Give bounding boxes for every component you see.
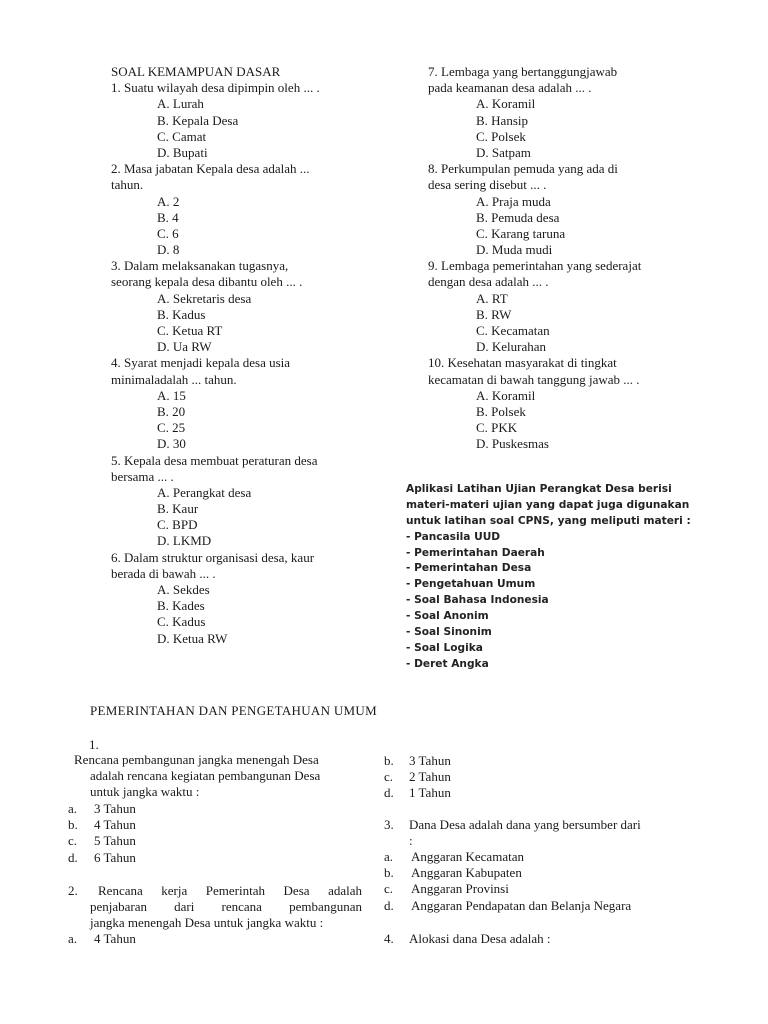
question-text: 2. Masa jabatan Kepala desa adalah ... — [111, 161, 310, 177]
promo-topic: - Soal Anonim — [406, 610, 489, 623]
option-letter: d. — [68, 849, 78, 865]
bl-q2-line: penjabaran dari rencana pembangunan — [90, 899, 362, 915]
question-item — [428, 355, 728, 452]
question-text: seorang kepala desa dibantu oleh ... . — [111, 274, 303, 290]
answer-option: C. Ketua RT — [157, 323, 223, 338]
app-promo-text — [406, 482, 706, 673]
bl-q1-line: Rencana pembangunan jangka menengah Desa — [74, 752, 319, 767]
promo-line: untuk latihan soal CPNS, yang meliputi materi : — [406, 514, 691, 527]
promo-topic: - Pemerintahan Desa — [406, 562, 532, 575]
promo-topic: - Soal Sinonim — [406, 626, 492, 639]
option-row — [68, 801, 268, 817]
answer-option: C. Kadus — [157, 614, 206, 630]
bl-q1-text — [74, 752, 362, 801]
question-item — [111, 258, 401, 355]
question-text: dengan desa adalah ... . — [428, 274, 549, 290]
answer-option: A. Perangkat desa — [157, 484, 252, 500]
promo-topic: - Soal Bahasa Indonesia — [406, 594, 549, 607]
option-letter: b. — [384, 753, 394, 768]
question-text: tahun. — [111, 177, 144, 193]
option-letter: a. — [68, 801, 78, 816]
question-text: desa sering disebut ... . — [428, 177, 547, 193]
answer-option: B. RW — [476, 306, 512, 322]
br-q3-line: : — [409, 833, 413, 849]
br-q4-number: 4. — [384, 931, 394, 946]
br-q3-options — [384, 849, 704, 914]
option-letter: c. — [384, 769, 394, 785]
option-text: 3 Tahun — [94, 801, 136, 816]
bl-q2-line: Rencana kerja Pemerintah Desa adalah — [98, 883, 362, 898]
question-item — [111, 355, 401, 452]
answer-option: B. 20 — [157, 403, 186, 419]
option-row — [68, 850, 268, 866]
option-row — [384, 881, 704, 897]
answer-option: D. Bupati — [157, 144, 208, 160]
bl-q2-line: jangka menengah Desa untuk jangka waktu : — [90, 915, 324, 931]
br-q1-options — [384, 753, 584, 802]
question-item — [428, 258, 728, 355]
answer-option: C. Karang taruna — [476, 225, 566, 241]
option-text: Anggaran Kabupaten — [411, 865, 522, 881]
option-row — [68, 817, 268, 833]
option-letter: b. — [384, 865, 394, 881]
promo-topic: - Pemerintahan Daerah — [406, 546, 545, 559]
question-text: bersama ... . — [111, 468, 174, 484]
question-item — [111, 453, 401, 550]
right-question-column — [428, 64, 728, 453]
question-text: 7. Lembaga yang bertanggungjawab — [428, 64, 618, 79]
question-text: 5. Kepala desa membuat peraturan desa — [111, 452, 318, 468]
soal-title: SOAL KEMAMPUAN DASAR — [111, 64, 281, 79]
option-text: 6 Tahun — [94, 849, 136, 865]
bl-q2-number: 2. — [68, 883, 78, 898]
answer-option: B. Kepala Desa — [157, 112, 239, 128]
answer-option: D. LKMD — [157, 533, 212, 549]
answer-option: D. Satpam — [476, 144, 531, 160]
left-question-list — [111, 80, 401, 647]
answer-option: B. Pemuda desa — [476, 209, 560, 225]
answer-option: D. Ketua RW — [157, 630, 228, 646]
question-text: 9. Lembaga pemerintahan yang sederajat — [428, 258, 642, 274]
answer-option: D. 8 — [157, 242, 180, 258]
option-row — [384, 849, 704, 865]
answer-option: C. Kecamatan — [476, 323, 550, 338]
answer-option: B. 4 — [157, 209, 179, 225]
question-text: 6. Dalam struktur organisasi desa, kaur — [111, 549, 315, 565]
question-text: minimaladalah ... tahun. — [111, 371, 237, 387]
br-q4-text: Alokasi dana Desa adalah : — [409, 931, 551, 946]
answer-option: B. Kadus — [157, 306, 206, 322]
promo-topic-list — [406, 530, 706, 673]
promo-topic: - Deret Angka — [406, 657, 489, 670]
option-letter: d. — [384, 785, 394, 801]
answer-option: A. Koramil — [476, 387, 536, 403]
answer-option: B. Hansip — [476, 112, 528, 128]
right-question-list — [428, 64, 728, 453]
answer-option: A. Koramil — [476, 96, 536, 112]
option-letter: c. — [384, 881, 394, 897]
option-text: Anggaran Pendapatan dan Belanja Negara — [411, 897, 632, 913]
question-text: 4. Syarat menjadi kepala desa usia — [111, 355, 291, 371]
answer-option: C. PKK — [476, 420, 518, 436]
option-letter: d. — [384, 897, 394, 913]
option-text: 5 Tahun — [94, 833, 136, 849]
answer-option: D. 30 — [157, 436, 186, 452]
option-row — [384, 769, 584, 785]
option-text: 2 Tahun — [409, 769, 451, 785]
option-row — [68, 931, 268, 947]
question-item — [111, 550, 401, 647]
bl-q2-text — [90, 883, 362, 932]
bl-q2-options — [68, 931, 268, 947]
question-item — [428, 64, 728, 161]
question-text: pada keamanan desa adalah ... . — [428, 80, 592, 96]
answer-option: D. Muda mudi — [476, 242, 553, 258]
option-text: 4 Tahun — [94, 817, 136, 833]
answer-option: C. 6 — [157, 225, 179, 241]
promo-topic: - Soal Logika — [406, 641, 483, 654]
question-item — [111, 161, 401, 258]
option-text: Anggaran Provinsi — [411, 881, 509, 897]
question-text: 3. Dalam melaksanakan tugasnya, — [111, 258, 289, 274]
option-text: 1 Tahun — [409, 785, 451, 801]
answer-option: D. Puskesmas — [476, 436, 549, 452]
answer-option: A. Praja muda — [476, 193, 551, 209]
option-row — [384, 898, 704, 914]
option-letter: b. — [68, 817, 78, 833]
answer-option: A. Lurah — [157, 96, 204, 112]
question-text: 10. Kesehatan masyarakat di tingkat — [428, 355, 617, 371]
answer-option: A. RT — [476, 290, 508, 306]
left-question-column — [111, 64, 401, 647]
answer-option: A. Sekretaris desa — [157, 290, 252, 306]
question-item — [111, 80, 401, 161]
answer-option: C. Polsek — [476, 128, 526, 144]
answer-option: B. Kaur — [157, 501, 199, 517]
option-letter: a. — [68, 931, 78, 946]
option-text: 4 Tahun — [94, 931, 136, 946]
answer-option: C. 25 — [157, 420, 186, 436]
answer-option: D. Ua RW — [157, 339, 212, 355]
question-text: 8. Perkumpulan pemuda yang ada di — [428, 161, 618, 177]
option-letter: a. — [384, 849, 394, 864]
answer-option: A. 15 — [157, 387, 186, 403]
option-row — [384, 753, 584, 769]
promo-line: materi-materi ujian yang dapat juga digunakan — [406, 498, 690, 511]
bl-q1-line: untuk jangka waktu : — [90, 784, 200, 800]
option-row — [68, 833, 268, 849]
bl-q1-number: 1. — [89, 737, 99, 752]
answer-option: B. Polsek — [476, 403, 526, 419]
answer-option: A. 2 — [157, 193, 180, 209]
answer-option: D. Kelurahan — [476, 339, 547, 355]
promo-topic: - Pengetahuan Umum — [406, 578, 536, 591]
bl-q1-line: adalah rencana kegiatan pembangunan Desa — [90, 768, 321, 784]
question-item — [428, 161, 728, 258]
promo-line: Aplikasi Latihan Ujian Perangkat Desa berisi — [406, 483, 672, 495]
answer-option: A. Sekdes — [157, 582, 210, 597]
br-q3-text — [409, 817, 709, 849]
br-q3-line: Dana Desa adalah dana yang bersumber dari — [409, 817, 641, 832]
answer-option: C. BPD — [157, 517, 198, 533]
answer-option: C. Camat — [157, 128, 207, 144]
option-text: Anggaran Kecamatan — [411, 849, 524, 864]
question-text: berada di bawah ... . — [111, 565, 216, 581]
question-text: 1. Suatu wilayah desa dipimpin oleh ... . — [111, 80, 320, 96]
option-row — [384, 785, 584, 801]
section-title: PEMERINTAHAN DAN PENGETAHUAN UMUM — [90, 703, 377, 718]
question-text: kecamatan di bawah tanggung jawab ... . — [428, 371, 640, 387]
br-q3-number: 3. — [384, 817, 394, 832]
option-letter: c. — [68, 833, 78, 849]
bl-q1-options — [68, 801, 268, 866]
option-text: 3 Tahun — [409, 753, 451, 768]
option-row — [384, 865, 704, 881]
promo-intro — [406, 482, 706, 530]
answer-option: B. Kades — [157, 598, 205, 614]
promo-topic: - Pancasila UUD — [406, 530, 501, 543]
